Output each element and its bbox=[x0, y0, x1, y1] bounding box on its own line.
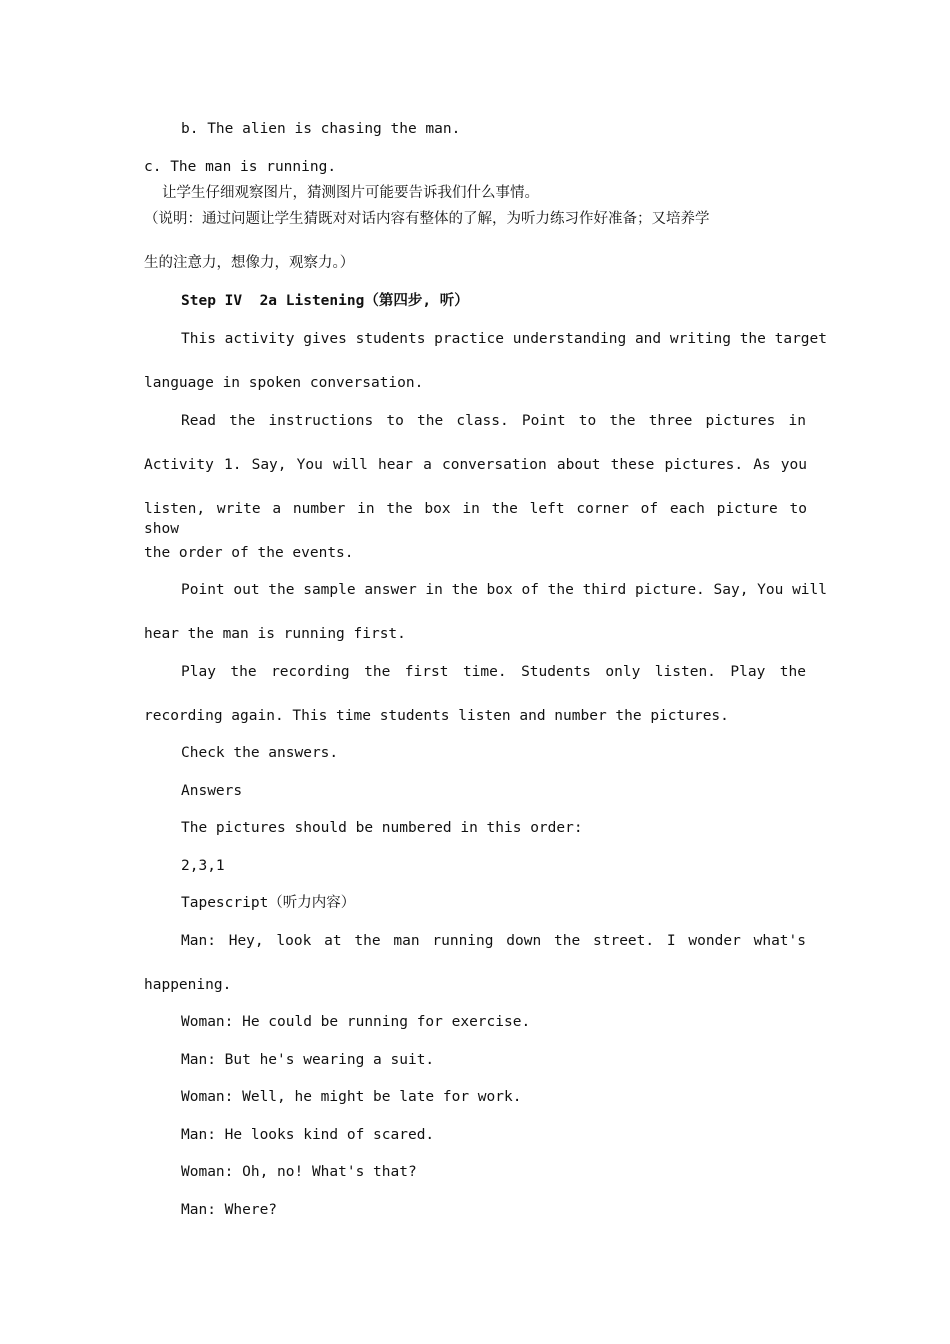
answers-order-line: The pictures should be numbered in this order: bbox=[181, 820, 583, 836]
paragraph-2-line-2: Activity 1. Say, You will hear a conversation about these pictures. As you bbox=[144, 457, 807, 473]
dialogue-line-1-cont: happening. bbox=[144, 977, 232, 993]
paragraph-1-line-1: This activity gives students practice understanding and writing the target bbox=[181, 331, 828, 347]
answers-label: Answers bbox=[181, 783, 243, 799]
answers-values: 2,3,1 bbox=[181, 858, 225, 874]
instruction-cn-line: 让学生仔细观察图片，猜测图片可能要告诉我们什么事情。 bbox=[162, 185, 539, 201]
option-b-line: b. The alien is chasing the man. bbox=[181, 121, 461, 137]
paragraph-3-line-1: Point out the sample answer in the box of the third picture. Say, You will bbox=[181, 582, 828, 598]
dialogue-line-1: Man: Hey, look at the man running down the street. I wonder what's bbox=[181, 933, 806, 949]
paragraph-4-line-1: Play the recording the first time. Students only listen. Play the bbox=[181, 664, 806, 680]
tapescript-heading: Tapescript（听力内容） bbox=[181, 895, 356, 911]
option-c-line: c. The man is running. bbox=[144, 159, 337, 175]
paragraph-3-line-2: hear the man is running first. bbox=[144, 626, 406, 642]
step-heading: Step IV 2a Listening（第四步, 听） bbox=[181, 293, 469, 309]
dialogue-line-3: Man: But he's wearing a suit. bbox=[181, 1052, 435, 1068]
dialogue-line-4: Woman: Well, he might be late for work. bbox=[181, 1089, 522, 1105]
dialogue-line-7: Man: Where? bbox=[181, 1202, 278, 1218]
dialogue-line-6: Woman: Oh, no! What's that? bbox=[181, 1164, 417, 1180]
paragraph-1-line-2: language in spoken conversation. bbox=[144, 375, 424, 391]
dialogue-line-2: Woman: He could be running for exercise. bbox=[181, 1014, 531, 1030]
check-answers-line: Check the answers. bbox=[181, 745, 339, 761]
note-cn-line-1: （说明：通过问题让学生猜既对对话内容有整体的了解，为听力练习作好准备；又培养学 bbox=[144, 211, 710, 227]
paragraph-2-line-3: listen, write a number in the box in the left corner of each picture to show bbox=[144, 501, 807, 537]
paragraph-2-line-1: Read the instructions to the class. Point to the three pictures in bbox=[181, 413, 806, 429]
paragraph-2-line-4: the order of the events. bbox=[144, 545, 354, 561]
note-cn-line-2: 生的注意力，想像力，观察力。） bbox=[144, 255, 355, 271]
dialogue-line-5: Man: He looks kind of scared. bbox=[181, 1127, 435, 1143]
paragraph-4-line-2: recording again. This time students listen and number the pictures. bbox=[144, 708, 729, 724]
